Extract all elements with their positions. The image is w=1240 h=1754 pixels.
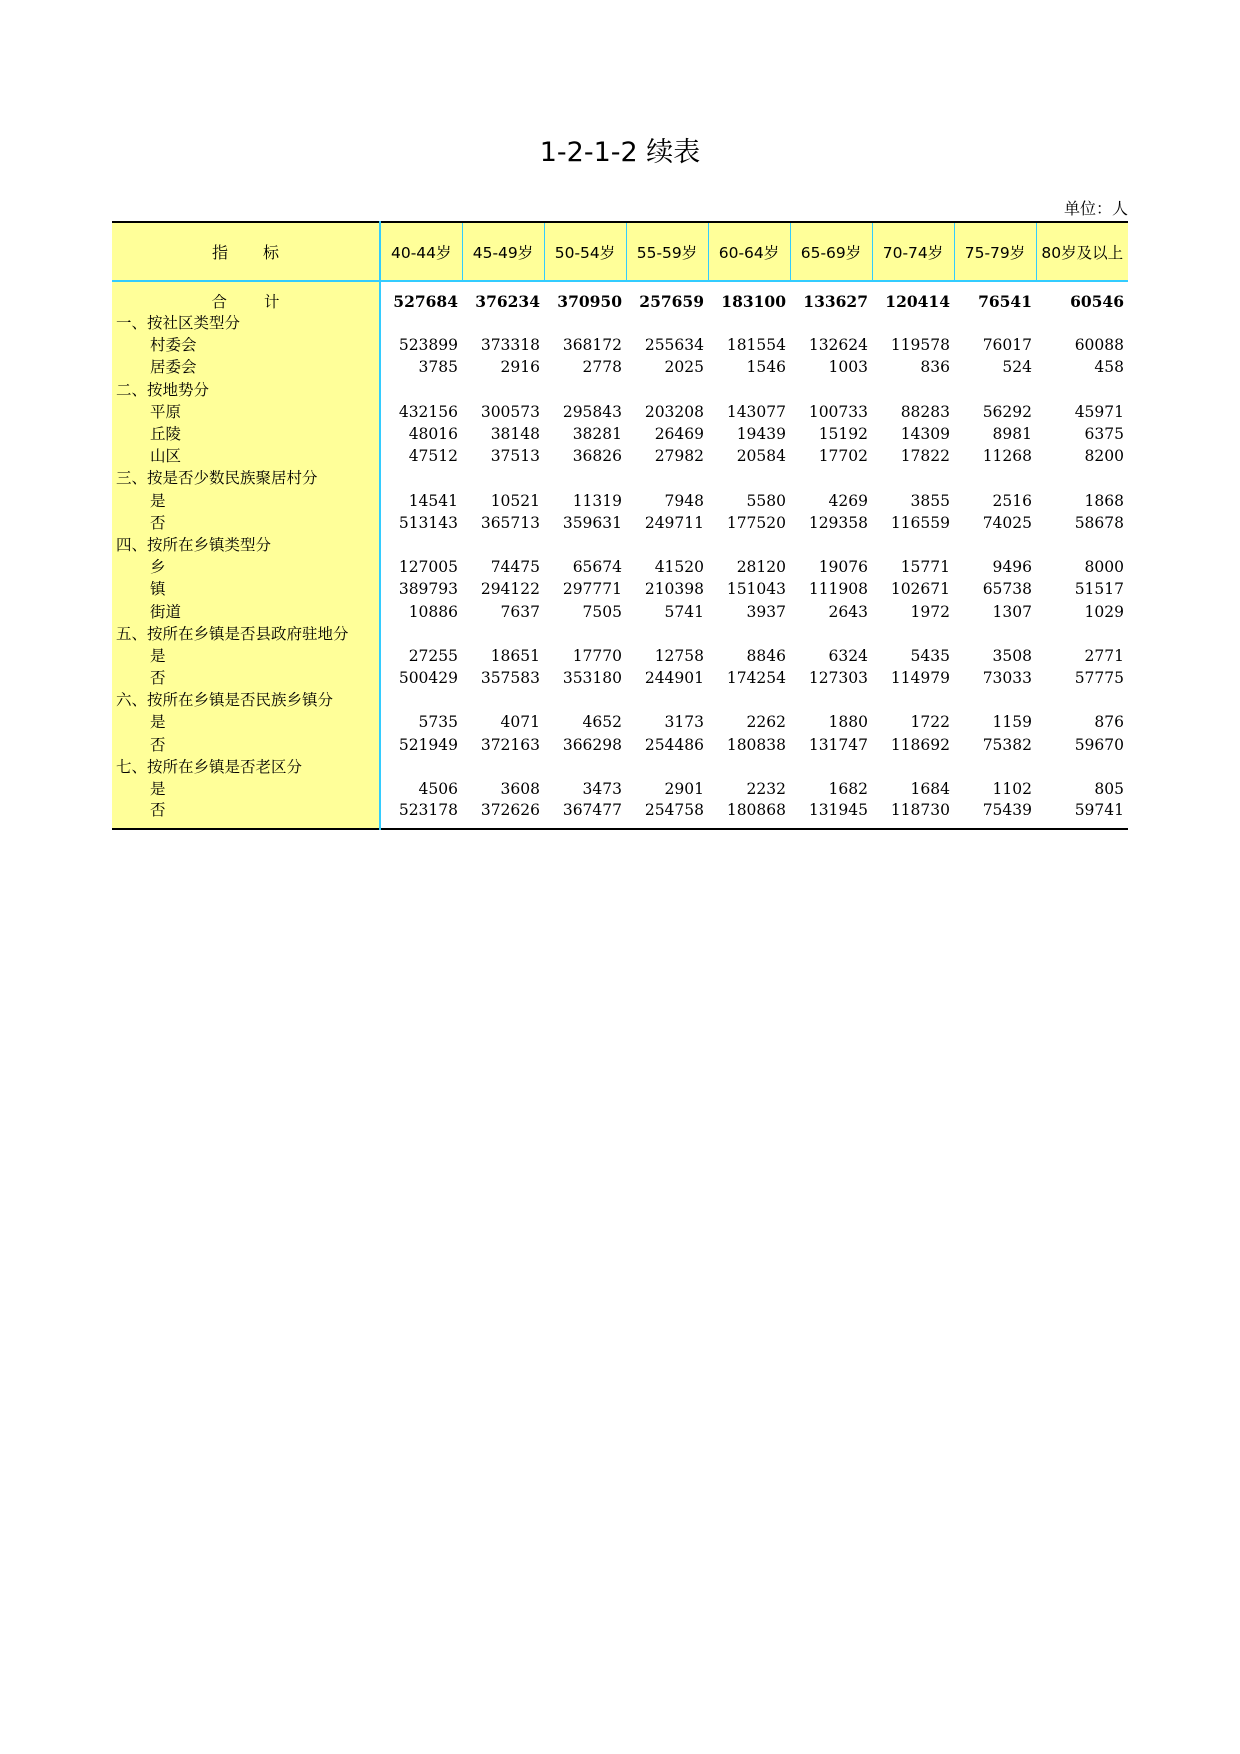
section-row bbox=[112, 534, 1128, 556]
section-label: 一、按社区类型分 bbox=[112, 312, 380, 334]
cell-value bbox=[872, 312, 954, 334]
section-label: 六、按所在乡镇是否民族乡镇分 bbox=[112, 689, 380, 711]
cell-value: 151043 bbox=[726, 580, 786, 599]
cell-value bbox=[626, 756, 708, 778]
table-row bbox=[112, 667, 1128, 689]
cell-value: 129358 bbox=[808, 513, 868, 532]
cell-value: 4652 bbox=[582, 713, 622, 732]
cell-value: 5741 bbox=[664, 602, 704, 621]
cell-value: 1722 bbox=[910, 713, 950, 732]
cell-value: 300573 bbox=[480, 402, 540, 421]
cell-value: 5580 bbox=[746, 491, 786, 510]
cell-value: 8846 bbox=[746, 646, 786, 665]
cell-value bbox=[954, 623, 1036, 645]
cell-value: 88283 bbox=[900, 402, 950, 421]
indicator-header: 指 标 bbox=[112, 222, 380, 281]
total-row bbox=[112, 281, 1128, 312]
cell-value: 47512 bbox=[408, 447, 458, 466]
cell-value: 75382 bbox=[982, 735, 1032, 754]
cell-value: 118692 bbox=[890, 735, 950, 754]
cell-value: 73033 bbox=[982, 669, 1032, 688]
cell-value: 9496 bbox=[992, 558, 1032, 577]
cell-value: 2516 bbox=[992, 491, 1032, 510]
cell-value bbox=[872, 379, 954, 401]
cell-value: 51517 bbox=[1074, 580, 1124, 599]
cell-value bbox=[1036, 534, 1128, 556]
cell-value bbox=[790, 379, 872, 401]
cell-value bbox=[626, 312, 708, 334]
cell-value bbox=[380, 689, 462, 711]
cell-value: 513143 bbox=[398, 513, 458, 532]
cell-value: 1029 bbox=[1084, 602, 1124, 621]
cell-value: 3473 bbox=[582, 780, 622, 799]
cell-value bbox=[544, 467, 626, 489]
cell-value: 8981 bbox=[992, 425, 1032, 444]
cell-value: 7637 bbox=[500, 602, 540, 621]
cell-value: 523899 bbox=[398, 336, 458, 355]
cell-value: 1102 bbox=[992, 780, 1032, 799]
cell-value: 249711 bbox=[644, 513, 704, 532]
cell-value bbox=[462, 623, 544, 645]
cell-value: 6375 bbox=[1084, 425, 1124, 444]
cell-value: 120414 bbox=[885, 292, 950, 311]
cell-value: 294122 bbox=[480, 580, 540, 599]
cell-value: 38281 bbox=[572, 425, 622, 444]
cell-value: 131945 bbox=[808, 801, 868, 820]
cell-value: 3785 bbox=[418, 358, 458, 377]
cell-value: 368172 bbox=[562, 336, 622, 355]
cell-value: 133627 bbox=[803, 292, 868, 311]
cell-value: 111908 bbox=[808, 580, 868, 599]
cell-value bbox=[544, 623, 626, 645]
cell-value bbox=[790, 312, 872, 334]
row-label: 否 bbox=[112, 800, 380, 829]
table-row bbox=[112, 356, 1128, 378]
cell-value: 254486 bbox=[644, 735, 704, 754]
cell-value: 59741 bbox=[1074, 801, 1124, 820]
cell-value: 143077 bbox=[726, 402, 786, 421]
table-row bbox=[112, 600, 1128, 622]
cell-value bbox=[1036, 312, 1128, 334]
cell-value: 8000 bbox=[1084, 558, 1124, 577]
cell-value: 65738 bbox=[982, 580, 1032, 599]
cell-value: 11268 bbox=[982, 447, 1032, 466]
row-label: 是 bbox=[112, 711, 380, 733]
cell-value: 372626 bbox=[480, 801, 540, 820]
cell-value: 295843 bbox=[562, 402, 622, 421]
cell-value bbox=[380, 623, 462, 645]
cell-value bbox=[872, 623, 954, 645]
cell-value: 373318 bbox=[480, 336, 540, 355]
cell-value: 27982 bbox=[654, 447, 704, 466]
cell-value: 14541 bbox=[408, 491, 458, 510]
cell-value: 357583 bbox=[480, 669, 540, 688]
cell-value: 17822 bbox=[900, 447, 950, 466]
cell-value bbox=[708, 467, 790, 489]
cell-value: 2901 bbox=[664, 780, 704, 799]
cell-value bbox=[708, 534, 790, 556]
cell-value bbox=[626, 379, 708, 401]
cell-value: 17702 bbox=[818, 447, 868, 466]
column-header: 55-59岁 bbox=[626, 222, 708, 281]
cell-value: 76541 bbox=[978, 292, 1032, 311]
cell-value: 14309 bbox=[900, 425, 950, 444]
cell-value: 3855 bbox=[910, 491, 950, 510]
cell-value: 836 bbox=[920, 358, 950, 377]
cell-value: 56292 bbox=[982, 402, 1032, 421]
cell-value: 2643 bbox=[828, 602, 868, 621]
row-label: 街道 bbox=[112, 600, 380, 622]
cell-value: 116559 bbox=[890, 513, 950, 532]
cell-value: 131747 bbox=[808, 735, 868, 754]
cell-value: 523178 bbox=[398, 801, 458, 820]
cell-value: 17770 bbox=[572, 646, 622, 665]
cell-value bbox=[462, 534, 544, 556]
column-header: 50-54岁 bbox=[544, 222, 626, 281]
cell-value: 2916 bbox=[500, 358, 540, 377]
cell-value: 28120 bbox=[736, 558, 786, 577]
row-label: 否 bbox=[112, 512, 380, 534]
section-label: 四、按所在乡镇类型分 bbox=[112, 534, 380, 556]
cell-value: 527684 bbox=[393, 292, 458, 311]
cell-value: 58678 bbox=[1074, 513, 1124, 532]
cell-value bbox=[462, 756, 544, 778]
cell-value: 27255 bbox=[408, 646, 458, 665]
cell-value bbox=[1036, 623, 1128, 645]
table-row bbox=[112, 490, 1128, 512]
cell-value: 76017 bbox=[982, 336, 1032, 355]
section-label: 七、按所在乡镇是否老区分 bbox=[112, 756, 380, 778]
cell-value: 100733 bbox=[808, 402, 868, 421]
cell-value: 4071 bbox=[500, 713, 540, 732]
cell-value: 3937 bbox=[746, 602, 786, 621]
cell-value: 3508 bbox=[992, 646, 1032, 665]
column-header: 70-74岁 bbox=[872, 222, 954, 281]
cell-value: 2262 bbox=[746, 713, 786, 732]
section-label: 三、按是否少数民族聚居村分 bbox=[112, 467, 380, 489]
cell-value: 1546 bbox=[746, 358, 786, 377]
row-label: 丘陵 bbox=[112, 423, 380, 445]
cell-value: 1159 bbox=[992, 713, 1032, 732]
cell-value: 102671 bbox=[890, 580, 950, 599]
cell-value bbox=[708, 312, 790, 334]
cell-value: 15192 bbox=[818, 425, 868, 444]
cell-value: 372163 bbox=[480, 735, 540, 754]
cell-value bbox=[872, 467, 954, 489]
column-header: 45-49岁 bbox=[462, 222, 544, 281]
cell-value bbox=[790, 534, 872, 556]
column-header: 60-64岁 bbox=[708, 222, 790, 281]
cell-value: 12758 bbox=[654, 646, 704, 665]
cell-value: 1684 bbox=[910, 780, 950, 799]
table-row bbox=[112, 423, 1128, 445]
cell-value bbox=[954, 756, 1036, 778]
cell-value: 353180 bbox=[562, 669, 622, 688]
section-label: 二、按地势分 bbox=[112, 379, 380, 401]
cell-value: 254758 bbox=[644, 801, 704, 820]
unit-label: 单位：人 bbox=[1063, 199, 1128, 218]
cell-value bbox=[544, 379, 626, 401]
table-header bbox=[112, 222, 1128, 281]
cell-value: 7505 bbox=[582, 602, 622, 621]
cell-value bbox=[708, 689, 790, 711]
cell-value bbox=[790, 623, 872, 645]
cell-value: 38148 bbox=[490, 425, 540, 444]
cell-value: 177520 bbox=[726, 513, 786, 532]
cell-value bbox=[544, 689, 626, 711]
cell-value: 15771 bbox=[900, 558, 950, 577]
row-label: 平原 bbox=[112, 401, 380, 423]
cell-value bbox=[954, 312, 1036, 334]
cell-value: 6324 bbox=[828, 646, 868, 665]
cell-value: 1307 bbox=[992, 602, 1032, 621]
cell-value: 4269 bbox=[828, 491, 868, 510]
cell-value: 5435 bbox=[910, 646, 950, 665]
cell-value: 367477 bbox=[562, 801, 622, 820]
cell-value bbox=[544, 312, 626, 334]
cell-value: 1880 bbox=[828, 713, 868, 732]
table-row bbox=[112, 800, 1128, 829]
cell-value bbox=[1036, 379, 1128, 401]
section-row bbox=[112, 379, 1128, 401]
cell-value: 1868 bbox=[1084, 491, 1124, 510]
row-label: 居委会 bbox=[112, 356, 380, 378]
table-body bbox=[112, 281, 1128, 829]
section-row bbox=[112, 312, 1128, 334]
cell-value: 127005 bbox=[398, 558, 458, 577]
section-row bbox=[112, 623, 1128, 645]
row-label: 镇 bbox=[112, 578, 380, 600]
table-row bbox=[112, 445, 1128, 467]
cell-value: 203208 bbox=[644, 402, 704, 421]
cell-value: 26469 bbox=[654, 425, 704, 444]
row-label: 合 计 bbox=[112, 281, 380, 312]
cell-value: 127303 bbox=[808, 669, 868, 688]
cell-value bbox=[872, 689, 954, 711]
cell-value: 3173 bbox=[664, 713, 704, 732]
cell-value: 74475 bbox=[490, 558, 540, 577]
cell-value: 210398 bbox=[644, 580, 704, 599]
cell-value: 1003 bbox=[828, 358, 868, 377]
section-row bbox=[112, 467, 1128, 489]
cell-value: 11319 bbox=[572, 491, 622, 510]
cell-value bbox=[544, 756, 626, 778]
column-header: 65-69岁 bbox=[790, 222, 872, 281]
cell-value: 365713 bbox=[480, 513, 540, 532]
section-label: 五、按所在乡镇是否县政府驻地分 bbox=[112, 623, 380, 645]
cell-value bbox=[1036, 467, 1128, 489]
cell-value bbox=[872, 534, 954, 556]
table-row bbox=[112, 711, 1128, 733]
cell-value: 180838 bbox=[726, 735, 786, 754]
cell-value: 876 bbox=[1094, 713, 1124, 732]
cell-value: 2232 bbox=[746, 780, 786, 799]
cell-value bbox=[626, 467, 708, 489]
cell-value: 432156 bbox=[398, 402, 458, 421]
cell-value: 805 bbox=[1094, 780, 1124, 799]
table-row bbox=[112, 578, 1128, 600]
row-label: 否 bbox=[112, 667, 380, 689]
table-row bbox=[112, 556, 1128, 578]
cell-value: 458 bbox=[1094, 358, 1124, 377]
cell-value bbox=[380, 756, 462, 778]
cell-value bbox=[708, 379, 790, 401]
row-label: 是 bbox=[112, 490, 380, 512]
cell-value: 59670 bbox=[1074, 735, 1124, 754]
cell-value: 244901 bbox=[644, 669, 704, 688]
cell-value: 376234 bbox=[475, 292, 540, 311]
cell-value bbox=[626, 534, 708, 556]
column-header: 40-44岁 bbox=[380, 222, 462, 281]
cell-value: 5735 bbox=[418, 713, 458, 732]
cell-value bbox=[1036, 756, 1128, 778]
cell-value bbox=[790, 467, 872, 489]
header-row bbox=[112, 222, 1128, 281]
column-header: 75-79岁 bbox=[954, 222, 1036, 281]
cell-value: 389793 bbox=[398, 580, 458, 599]
cell-value: 180868 bbox=[726, 801, 786, 820]
cell-value: 4506 bbox=[418, 780, 458, 799]
cell-value: 3608 bbox=[500, 780, 540, 799]
cell-value bbox=[380, 312, 462, 334]
cell-value: 20584 bbox=[736, 447, 786, 466]
cell-value bbox=[708, 623, 790, 645]
table-title: 1-2-1-2 续表 bbox=[539, 137, 701, 168]
cell-value bbox=[1036, 689, 1128, 711]
cell-value: 118730 bbox=[890, 801, 950, 820]
cell-value: 119578 bbox=[890, 336, 950, 355]
cell-value: 521949 bbox=[398, 735, 458, 754]
cell-value: 57775 bbox=[1074, 669, 1124, 688]
cell-value bbox=[462, 689, 544, 711]
row-label: 否 bbox=[112, 734, 380, 756]
cell-value: 1972 bbox=[910, 602, 950, 621]
cell-value: 359631 bbox=[562, 513, 622, 532]
cell-value bbox=[790, 756, 872, 778]
cell-value: 370950 bbox=[557, 292, 622, 311]
data-table bbox=[112, 221, 1128, 830]
cell-value: 132624 bbox=[808, 336, 868, 355]
cell-value bbox=[380, 379, 462, 401]
cell-value: 2025 bbox=[664, 358, 704, 377]
cell-value bbox=[954, 467, 1036, 489]
cell-value: 45971 bbox=[1074, 402, 1124, 421]
row-label: 山区 bbox=[112, 445, 380, 467]
cell-value: 366298 bbox=[562, 735, 622, 754]
cell-value bbox=[462, 467, 544, 489]
table-row bbox=[112, 778, 1128, 800]
row-label: 是 bbox=[112, 778, 380, 800]
row-label: 乡 bbox=[112, 556, 380, 578]
cell-value: 41520 bbox=[654, 558, 704, 577]
cell-value bbox=[872, 756, 954, 778]
table-row bbox=[112, 645, 1128, 667]
cell-value: 10886 bbox=[408, 602, 458, 621]
cell-value: 8200 bbox=[1084, 447, 1124, 466]
cell-value: 36826 bbox=[572, 447, 622, 466]
cell-value bbox=[790, 689, 872, 711]
section-row bbox=[112, 689, 1128, 711]
cell-value: 257659 bbox=[639, 292, 704, 311]
cell-value bbox=[380, 534, 462, 556]
cell-value: 181554 bbox=[726, 336, 786, 355]
table-row bbox=[112, 512, 1128, 534]
column-header: 80岁及以上 bbox=[1036, 222, 1128, 281]
cell-value: 74025 bbox=[982, 513, 1032, 532]
cell-value bbox=[626, 623, 708, 645]
cell-value: 2771 bbox=[1084, 646, 1124, 665]
cell-value: 114979 bbox=[890, 669, 950, 688]
table-row bbox=[112, 401, 1128, 423]
cell-value: 7948 bbox=[664, 491, 704, 510]
cell-value: 48016 bbox=[408, 425, 458, 444]
table-row bbox=[112, 334, 1128, 356]
cell-value bbox=[544, 534, 626, 556]
cell-value: 524 bbox=[1002, 358, 1032, 377]
cell-value: 297771 bbox=[562, 580, 622, 599]
section-row bbox=[112, 756, 1128, 778]
cell-value: 60546 bbox=[1070, 292, 1124, 311]
cell-value: 183100 bbox=[721, 292, 786, 311]
row-label: 是 bbox=[112, 645, 380, 667]
cell-value: 2778 bbox=[582, 358, 622, 377]
cell-value: 75439 bbox=[982, 801, 1032, 820]
cell-value: 37513 bbox=[490, 447, 540, 466]
cell-value: 65674 bbox=[572, 558, 622, 577]
cell-value: 60088 bbox=[1074, 336, 1124, 355]
cell-value bbox=[954, 379, 1036, 401]
cell-value bbox=[462, 312, 544, 334]
cell-value: 500429 bbox=[398, 669, 458, 688]
cell-value: 1682 bbox=[828, 780, 868, 799]
cell-value bbox=[708, 756, 790, 778]
cell-value bbox=[462, 379, 544, 401]
cell-value: 255634 bbox=[644, 336, 704, 355]
cell-value: 18651 bbox=[490, 646, 540, 665]
cell-value bbox=[954, 689, 1036, 711]
cell-value: 10521 bbox=[490, 491, 540, 510]
row-label: 村委会 bbox=[112, 334, 380, 356]
table-row bbox=[112, 734, 1128, 756]
cell-value: 19076 bbox=[818, 558, 868, 577]
cell-value bbox=[380, 467, 462, 489]
cell-value: 174254 bbox=[726, 669, 786, 688]
cell-value bbox=[626, 689, 708, 711]
cell-value bbox=[954, 534, 1036, 556]
cell-value: 19439 bbox=[736, 425, 786, 444]
